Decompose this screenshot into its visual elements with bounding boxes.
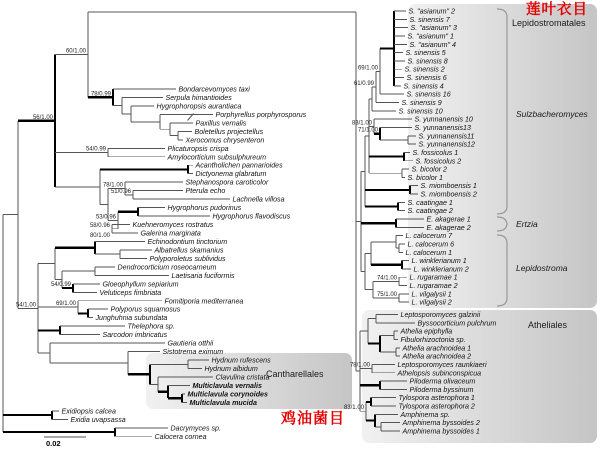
taxon-label: Piloderma olivaceum	[409, 377, 476, 386]
taxon-label: Junghuhnia subundata	[95, 314, 168, 323]
support-value: 78/1.00	[102, 182, 123, 189]
taxon-label: Albatrellus skamanius	[154, 246, 224, 255]
taxon-label: S. "asianum" 3	[410, 24, 457, 33]
taxon-label: Acantholichen pannarioides	[195, 161, 283, 170]
taxon-label: E. akagerae 1	[426, 215, 471, 224]
taxon-label: S. sinensis 5	[405, 49, 446, 58]
taxon-label: Tylospora asterophora 2	[398, 402, 475, 411]
support-value: 53/0.96	[95, 214, 116, 221]
support-value: 83/1.00	[343, 405, 364, 412]
taxon-label: Thelephora sp.	[127, 322, 175, 331]
taxon-label: S. sinensis 2	[404, 65, 445, 74]
taxon-label: L. calocerum 6	[407, 240, 455, 249]
taxon-label: S. "asianum" 2	[408, 7, 455, 16]
taxon-label: Multiclavula mucida	[189, 398, 257, 407]
taxon-label: S. "asianum" 1	[407, 32, 454, 41]
support-value: 54/0.99	[85, 146, 106, 153]
taxon-label: Kuehneromyces rostratus	[132, 221, 214, 230]
taxon-label: Amphinema byssoides 1	[402, 427, 480, 436]
support-value: 56/1.00	[32, 114, 53, 121]
support-value: 71/1.00	[357, 127, 378, 134]
taxon-label: L. vilgalysii 2	[411, 298, 452, 307]
taxon-label: Byssocorticium pulchrum	[417, 319, 497, 328]
taxon-label: S. miomboensis 1	[420, 182, 477, 191]
taxon-label: Exidiopsis calcea	[61, 407, 116, 416]
taxon-label: Polyporus squamosus	[110, 305, 181, 314]
taxon-label: S. sinensis 7	[409, 15, 450, 24]
taxon-label: Dictyonema glabratum	[195, 170, 267, 179]
taxon-label: S. yunnanensis11	[418, 132, 475, 141]
taxon-label: Clavulina cristata	[215, 373, 270, 382]
genus-label-ertzia: Ertzia	[516, 219, 538, 229]
order-label-cantharellales: Cantharellales	[266, 369, 324, 379]
taxon-label: Gautieria otthii	[167, 339, 214, 348]
taxon-label: Amphinema byssoides 2	[402, 419, 480, 428]
taxon-label: Fomitiporia mediterranea	[164, 297, 244, 306]
support-value: 51/0.96	[110, 188, 131, 195]
taxon-label: S. sinensis 8	[407, 57, 448, 66]
taxon-label: Leptosporomyces galzinii	[400, 311, 481, 320]
taxon-label: S. fossicolus 1	[412, 148, 459, 157]
taxon-label: Athelia arachnoidea 2	[402, 352, 472, 361]
taxon-label: S. sinensis 10	[398, 107, 443, 116]
order-label-chinese-cantharellales: 鸡油菌目	[281, 410, 346, 427]
taxon-label: Boletellus projectellus	[194, 127, 264, 136]
taxon-label: S. yunnanensis 10	[414, 115, 473, 124]
support-value: 75/1.00	[376, 292, 397, 299]
support-value: 83/1.00	[351, 120, 372, 127]
taxon-label: Hydnum albidum	[204, 365, 258, 374]
taxon-label: S. bicolor 1	[407, 173, 443, 182]
support-value: 78/1.00	[349, 362, 370, 369]
taxon-label: L. winklerianum 1	[411, 257, 467, 266]
clade-bracket	[497, 235, 507, 306]
taxon-label: Pterula echo	[185, 187, 226, 196]
taxon-label: Gloeophyllum sepiarium	[102, 280, 179, 289]
order-label-atheliales: Atheliales	[528, 320, 568, 330]
support-value: 69/1.00	[357, 65, 378, 72]
taxon-label: L. calocerum 1	[405, 248, 453, 257]
taxon-label: Veluticeps fimbriata	[99, 288, 162, 297]
taxon-label: Calocera cornea	[154, 432, 207, 441]
taxon-label: Amylocorticium subsulphureum	[167, 153, 267, 162]
genus-label-sulzbacheromyces: Sulzbacheromyces	[516, 109, 588, 119]
support-value: 60/1.00	[65, 48, 86, 55]
taxon-label: Fibulorhizoctonia sp.	[400, 335, 466, 344]
taxon-label: S. yunnanensis13	[414, 123, 471, 132]
taxon-label: Hygrophoropsis aurantiaca	[156, 102, 242, 111]
taxon-label: Stephanospora caroticolor	[185, 178, 269, 187]
taxon-label: S. fossicolus 2	[415, 157, 462, 166]
support-value: 54/1.00	[15, 302, 36, 309]
taxon-label: S. caatingae 1	[407, 198, 453, 207]
taxon-label: S. bicolor 2	[411, 165, 447, 174]
taxon-label: Polyporoletus sublividus	[149, 254, 226, 263]
taxon-label: S. sinensis 9	[401, 99, 442, 108]
genus-label-lepidostroma: Lepidostroma	[516, 263, 568, 273]
scale-bar-label: 0.02	[46, 439, 61, 448]
taxon-label: S. sinensis 4	[403, 82, 444, 91]
taxon-label: Laetisaria fuciformis	[171, 271, 235, 280]
taxon-label: Leptosporomyces raunkiaeri	[397, 360, 487, 369]
clade-bracket	[497, 9, 507, 214]
support-value: 80/1.00	[89, 232, 110, 239]
taxon-label: Sarcodon imbricatus	[102, 331, 168, 340]
taxon-label: Athelia epiphylla	[400, 327, 453, 336]
taxon-label: Exidia uvapsassa	[70, 415, 126, 424]
taxon-label: Bondarcevomyces taxi	[178, 85, 250, 94]
taxon-label: Multiclavula vernalis	[192, 381, 262, 390]
support-value: 74/1.00	[376, 275, 397, 282]
taxon-label: Porphyrellus porphyrosporus	[215, 110, 307, 119]
taxon-label: S. miomboensis 2	[420, 190, 477, 199]
taxon-label: Echinodontium tinctorium	[147, 237, 228, 246]
taxon-label: E. akagerae 2	[426, 223, 471, 232]
taxon-label: Xerocomus chrysenteron	[185, 136, 265, 145]
taxon-label: Galerina marginata	[140, 229, 201, 238]
taxon-label: Paxillus vernalis	[195, 119, 247, 128]
taxon-label: Athelia arachnoidea 1	[402, 344, 472, 353]
taxon-label: Hygrophorus pudorinus	[167, 204, 242, 213]
taxon-label: Lachnella villosa	[232, 195, 285, 204]
support-value: 61/0.99	[353, 80, 374, 87]
support-value: 58/0.96	[89, 222, 110, 229]
taxon-label: Dendrocorticium roseocarneum	[117, 263, 217, 272]
taxon-label: S. yunnanensis12	[418, 140, 475, 149]
taxon-label: Serpula himantioides	[165, 93, 232, 102]
taxon-label: S. caatingae 2	[407, 207, 453, 216]
taxon-label: Hygrophorus flavodiscus	[212, 212, 291, 221]
order-label-chinese-lepidostromatales: 莲叶衣目	[526, 2, 588, 18]
support-value: 54/0.99	[50, 282, 71, 289]
taxon-label: S. "asianum" 4	[409, 40, 456, 49]
taxon-label: Dacrymyces sp.	[170, 424, 221, 433]
support-value: 69/1.00	[55, 301, 76, 308]
taxon-label: S. sinensis 6	[406, 74, 447, 83]
taxon-label: Sistotrema eximum	[162, 348, 224, 357]
taxon-label: L. rugaramae 1	[409, 273, 458, 282]
taxon-label: Plicaturopsis crispa	[167, 144, 229, 153]
taxon-label: Amphinema sp.	[400, 410, 450, 419]
taxon-label: S. sinensis 16	[406, 90, 451, 99]
taxon-label: Piloderma byssinum	[409, 385, 474, 394]
taxon-label: L. calocerum 7	[405, 232, 453, 241]
taxon-label: L. vilgalysii 1	[411, 290, 452, 299]
taxon-label: Athelopsis subinconspicua	[397, 369, 482, 378]
support-value: 78/0.99	[90, 91, 111, 98]
order-label-lepidostromatales: Lepidostromatales	[512, 18, 586, 28]
taxon-label: Tylospora asterophora 1	[398, 394, 475, 403]
taxon-label: L. winklerianum 2	[413, 265, 469, 274]
clade-bracket	[497, 217, 507, 231]
taxon-label: L. rugaramae 2	[409, 282, 458, 291]
taxon-label: Hydnum rufescens	[211, 356, 271, 365]
taxon-label: Multiclavula corynoides	[187, 390, 268, 399]
